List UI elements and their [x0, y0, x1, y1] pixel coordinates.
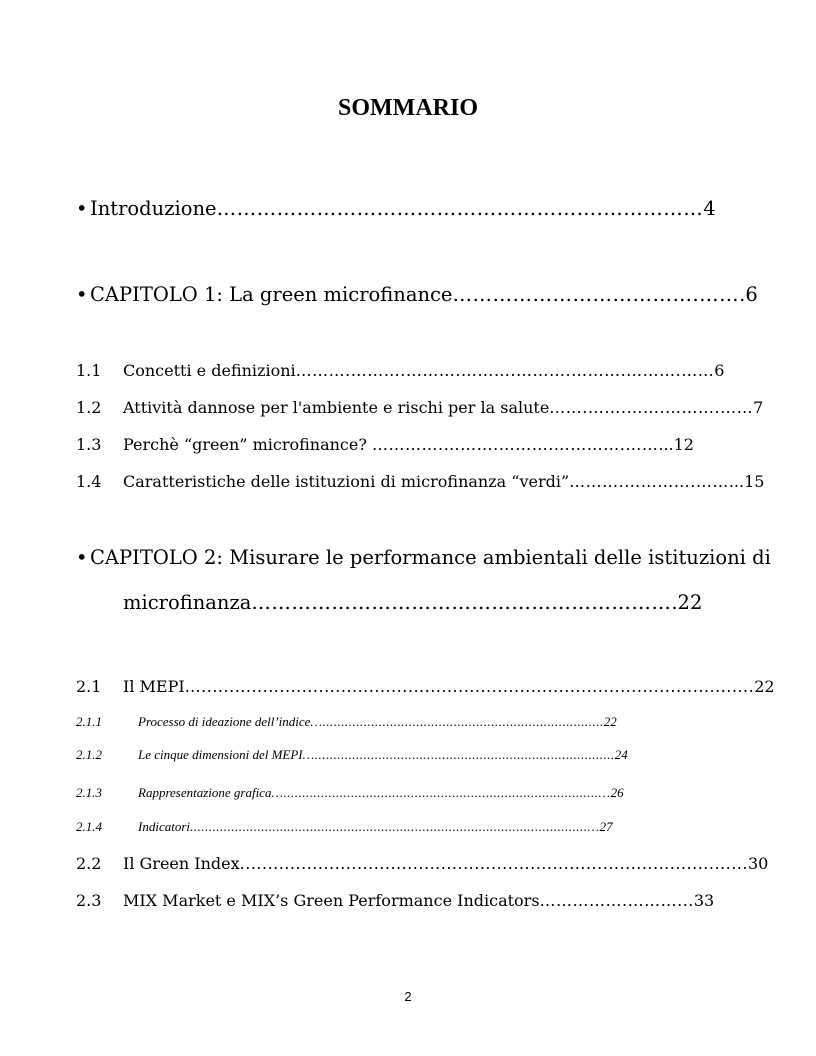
- toc-entry-2-1-2[interactable]: [76, 747, 740, 763]
- leader-dots: …....................................................................................…: [271, 785, 611, 800]
- leader-dots: ...........................................................................................: [239, 854, 748, 873]
- page-ref: 27: [599, 819, 613, 834]
- page-title: SOMMARIO: [338, 95, 478, 121]
- entry-label: Le cinque dimensioni del MEPI: [138, 747, 303, 762]
- leader-dots: …...........................................................................: [310, 714, 604, 729]
- entry-label: Rappresentazione grafica: [138, 785, 272, 800]
- section-number: 1.1: [76, 361, 102, 380]
- bullet: •: [76, 546, 88, 569]
- toc-entry-introduzione[interactable]: [76, 197, 740, 220]
- page-ref: ...12: [658, 435, 694, 454]
- entry-label: Processo di ideazione dell’indice: [138, 714, 311, 729]
- entry-label-continuation: microfinanza: [123, 591, 252, 614]
- section-number: 1.4: [76, 472, 102, 491]
- toc-entry-2-1-4[interactable]: [76, 819, 740, 835]
- toc-entry-1-2[interactable]: [76, 398, 764, 417]
- toc-entry-2-2[interactable]: [76, 854, 769, 873]
- page-ref: 7: [753, 398, 764, 417]
- leader-dots: ……….……….……….……….……….……….……….……: [295, 361, 715, 380]
- page-ref: .22: [671, 591, 703, 614]
- leader-dots: …................................................................................: [302, 747, 615, 762]
- toc-entry-2-1[interactable]: [76, 677, 775, 696]
- page-ref: ...15: [728, 472, 765, 491]
- section-number: 2.3: [76, 891, 102, 910]
- entry-label: MIX Market e MIX’s Green Performance Indicators: [123, 891, 540, 910]
- toc-entry-2-3[interactable]: [76, 891, 740, 910]
- entry-label: Perchè “green” microfinance?: [123, 435, 373, 454]
- page-ref: .6: [739, 283, 758, 306]
- page-ref: 4: [703, 197, 716, 220]
- toc-entry-1-4[interactable]: [76, 472, 765, 491]
- section-number: 1.3: [76, 435, 102, 454]
- entry-label: Indicatori: [138, 819, 190, 834]
- entry-label: Caratteristiche delle istituzioni di microfinanza “verdi”: [123, 472, 570, 491]
- bullet: •: [76, 197, 88, 220]
- leader-dots: ……….………….……: [569, 472, 729, 491]
- leader-dots: ………………………………………………….……………: [216, 197, 704, 220]
- entry-label: CAPITOLO 1: La green microfinance: [90, 283, 453, 306]
- page-ref: 33: [693, 891, 715, 910]
- entry-label: Concetti e definizioni: [123, 361, 296, 380]
- subsection-number: 2.1.3: [76, 785, 102, 800]
- entry-label: Introduzione: [90, 197, 217, 220]
- entry-label: Attività dannose per l'ambiente e rischi per la salute: [123, 398, 550, 417]
- page-ref: 6: [714, 361, 725, 380]
- toc-entry-2-1-3[interactable]: [76, 785, 740, 801]
- subsection-number: 2.1.1: [76, 714, 102, 729]
- subsection-number: 2.1.4: [76, 819, 102, 834]
- page-ref: 22: [603, 714, 617, 729]
- entry-label: CAPITOLO 2: Misurare le performance ambientali delle istituzioni di: [90, 546, 771, 569]
- section-number: 1.2: [76, 398, 102, 417]
- leader-dots: ………………………………………………………: [251, 591, 672, 614]
- leader-dots: …...................................................................................................: [184, 677, 755, 696]
- leader-dots: ………….……….……….………….……: [372, 435, 659, 454]
- toc-entry-capitolo-1[interactable]: [76, 283, 758, 306]
- toc-entry-capitolo-2[interactable]: [76, 546, 771, 569]
- page-ref: 24: [614, 747, 628, 762]
- section-number: 2.1: [76, 677, 102, 696]
- toc-entry-capitolo-2-continuation[interactable]: [123, 591, 740, 614]
- bullet: •: [76, 283, 88, 306]
- entry-label: Il Green Index: [123, 854, 240, 873]
- leader-dots: ..........................................................................................................…: [190, 819, 600, 834]
- page-ref: 22: [754, 677, 775, 696]
- subsection-number: 2.1.2: [76, 747, 102, 762]
- page-number: 2: [404, 989, 412, 1004]
- toc-entry-1-1[interactable]: [76, 361, 740, 380]
- page-ref: 30: [747, 854, 769, 873]
- leader-dots: …………….………...: [539, 891, 694, 910]
- toc-entry-2-1-1[interactable]: [76, 714, 740, 730]
- toc-entry-1-3[interactable]: [76, 435, 740, 454]
- leader-dots: ……………………………….……: [452, 283, 740, 306]
- entry-label: Il MEPI: [123, 677, 185, 696]
- leader-dots: …….…….…….……….……: [549, 398, 754, 417]
- page-ref: 26: [610, 785, 624, 800]
- section-number: 2.2: [76, 854, 102, 873]
